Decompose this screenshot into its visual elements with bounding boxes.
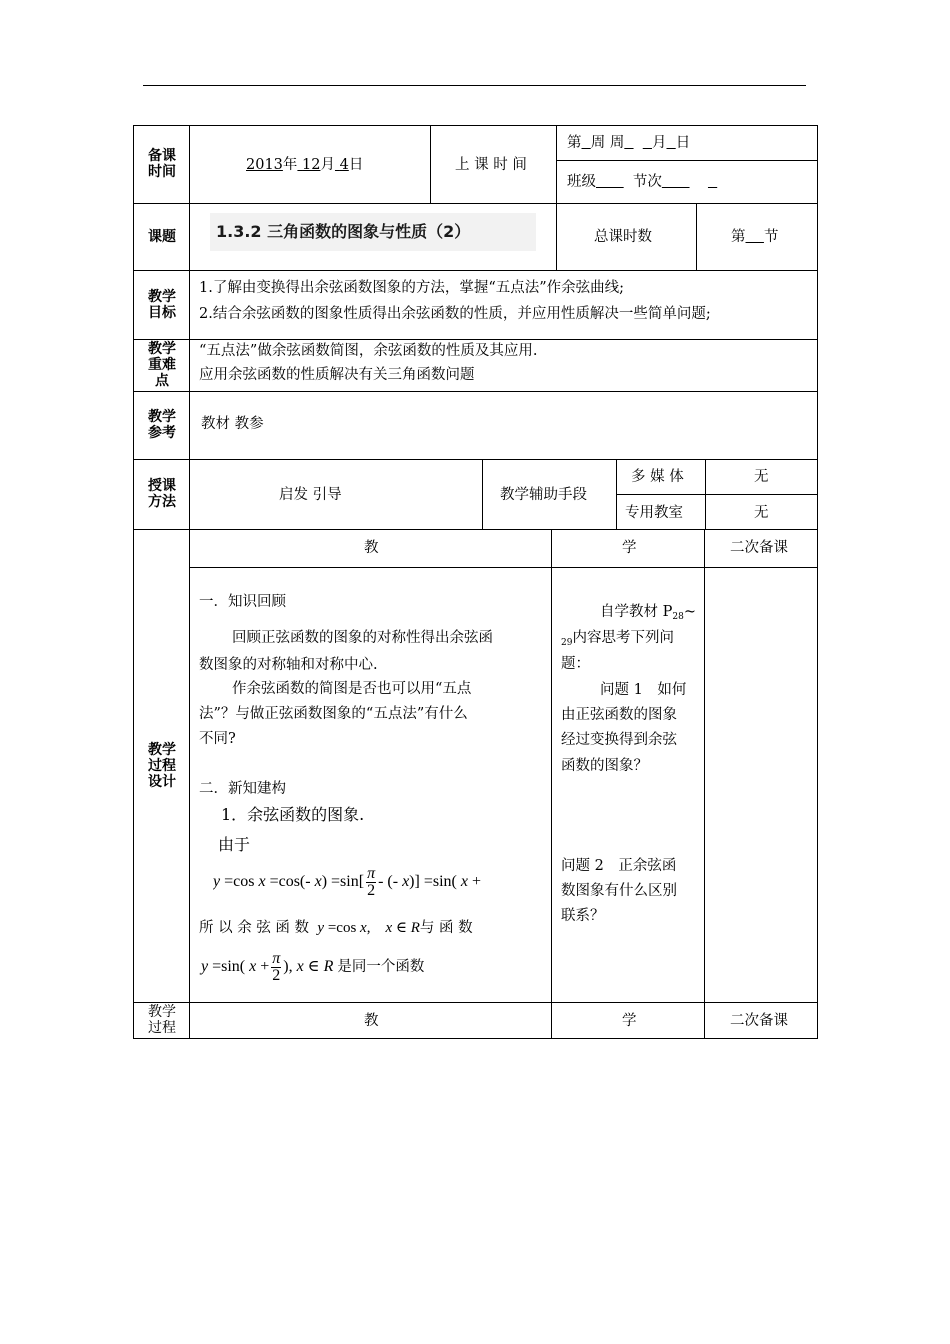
self-study-intro-3: 题：: [561, 656, 590, 672]
multimedia-value: 无: [754, 469, 769, 485]
total-hours-label: 总课时数: [594, 229, 652, 245]
multimedia-label: 多 媒 体: [631, 469, 684, 485]
because-text: 由于: [218, 835, 251, 854]
review-paragraph-2b: 法”？与做正弦函数图象的“五点法”有什么: [199, 706, 468, 722]
aids-label: 教学辅助手段: [500, 487, 587, 503]
class-period-line: 班级 节次: [567, 174, 662, 190]
reference-text: 教材 教参: [201, 416, 264, 432]
label-topic: 课题: [148, 229, 176, 245]
col-teach-header-2: 教: [364, 1013, 379, 1029]
label-process-2: 教学过程: [148, 1004, 176, 1036]
section-number: 第 节: [731, 229, 779, 245]
col-learn-header-2: 学: [622, 1013, 637, 1029]
section-new-title: 二．新知建构: [199, 781, 286, 797]
label-process: 教学过程设计: [148, 742, 176, 790]
goal-line-2: 2.结合余弦函数的图象性质得出余弦函数的性质，并应用性质解决一些简单问题;: [199, 306, 711, 322]
question-1-line-1: 问题 1 如何: [600, 682, 687, 698]
goal-line-1: 1.了解由变换得出余弦函数图象的方法，掌握“五点法”作余弦曲线;: [199, 280, 625, 296]
col-teach-header: 教: [364, 540, 379, 556]
method-text: 启发 引导: [279, 487, 342, 503]
col-second-header: 二次备课: [730, 540, 788, 556]
identity-equation: y =cos x =cos(- x) =sin[ $\frac{\pi}{2}$ - (- x)] =sin( x +: [213, 866, 481, 899]
self-study-intro-2: $_{29}$内容思考下列问: [561, 630, 674, 648]
classroom-label: 专用教室: [625, 505, 683, 521]
question-1-line-2: 由正弦函数的图象: [561, 707, 677, 723]
review-paragraph-2c: 不同?: [199, 731, 236, 747]
label-method: 授课方法: [148, 478, 176, 510]
therefore-line: 所 以 余 弦 函 数 y =cos x, x ∈ R与 函 数: [199, 920, 473, 936]
label-key-points: 教学重难点: [148, 341, 176, 389]
section-review-title: 一．知识回顾: [199, 594, 286, 610]
prep-date: 2013年 12月 4日: [246, 157, 364, 173]
question-2-line-3: 联系？: [561, 908, 605, 924]
label-goals: 教学目标: [148, 289, 176, 321]
label-class-time: 上 课 时 间: [455, 157, 527, 173]
classroom-value: 无: [754, 505, 769, 521]
review-paragraph-1b: 数图象的对称轴和对称中心.: [199, 657, 378, 673]
question-2-line-1: 问题 2 正余弦函: [561, 858, 677, 874]
header-rule: [143, 85, 806, 86]
label-prep-time: 备课时间: [148, 148, 176, 180]
col-learn-header: 学: [622, 540, 637, 556]
question-2-line-2: 数图象有什么区别: [561, 883, 677, 899]
topic-title-text: 1.3.2 三角函数的图象与性质（2）: [216, 222, 471, 241]
col-second-header-2: 二次备课: [730, 1013, 788, 1029]
self-study-intro: 自学教材 $P_{28}\sim$: [600, 604, 696, 622]
review-paragraph-2a: 作余弦函数的简图是否也可以用“五点: [232, 681, 472, 697]
key-point-line-1: “五点法”做余弦函数简图，余弦函数的性质及其应用.: [199, 343, 538, 359]
review-paragraph-1a: 回顾正弦函数的图象的对称性得出余弦函: [232, 630, 493, 646]
week-day-line: 第 周 周 月 日: [567, 135, 691, 151]
sin-shift-equation: y =sin( x + $\frac{\pi}{2}$ ), x ∈ R 是同一个函数: [201, 950, 425, 984]
subsection-cos-graph: 1．余弦函数的图象.: [221, 805, 365, 824]
key-point-line-2: 应用余弦函数的性质解决有关三角函数问题: [199, 367, 475, 383]
question-1-line-4: 函数的图象？: [561, 758, 648, 774]
label-reference: 教学参考: [148, 409, 176, 441]
question-1-line-3: 经过变换得到余弦: [561, 732, 677, 748]
lesson-plan-table: [133, 125, 818, 1039]
